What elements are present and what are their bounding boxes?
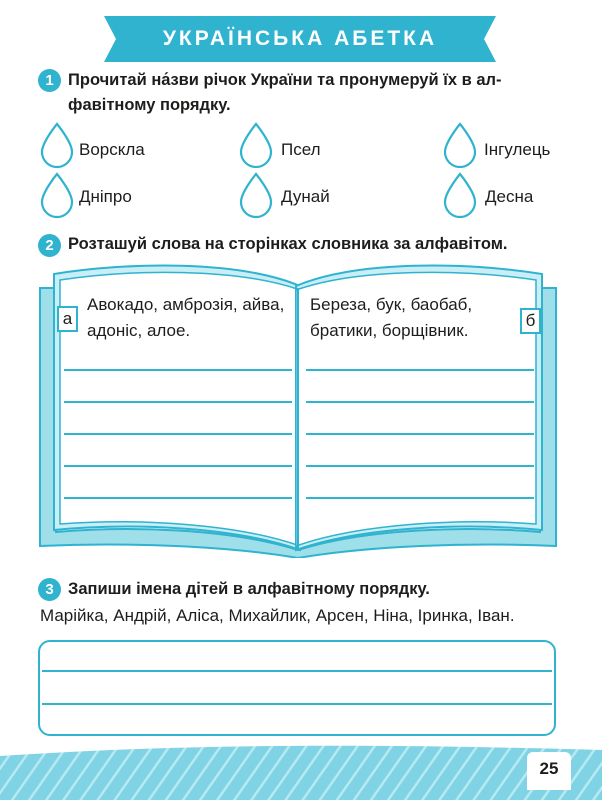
river-name: Десна: [485, 187, 534, 206]
drop-input-4[interactable]: [40, 172, 74, 218]
task-3-text: Запиши імена дітей в алфавітному порядку.: [68, 580, 430, 598]
drop-input-5[interactable]: [239, 172, 273, 218]
drop-input-2[interactable]: [239, 122, 273, 168]
left-page-line-2: адоніс, алое.: [87, 321, 191, 340]
right-page-line-2: братики, борщівник.: [310, 321, 469, 340]
task-number-1: 1: [38, 69, 61, 92]
footer-pattern: [0, 742, 602, 800]
answer-line-1: [42, 670, 552, 672]
task-1-line-2: фавітному порядку.: [68, 96, 231, 114]
letter-b-box: б: [520, 308, 541, 334]
drop-input-3[interactable]: [443, 122, 477, 168]
letter-a-box: а: [57, 306, 78, 332]
task-1-text: [68, 68, 568, 118]
left-page-line-1: Авокадо, амброзія, айва,: [87, 295, 285, 314]
river-name: Інгулець: [484, 140, 551, 159]
task-number-3: 3: [38, 578, 61, 601]
river-name: Псел: [281, 140, 321, 159]
drop-input-1[interactable]: [40, 122, 74, 168]
answer-area[interactable]: [38, 640, 556, 736]
task-1-line-1: Прочитай на́зви річок України та пронумеруй їх в ал-: [68, 71, 502, 89]
page-number: 25: [527, 752, 571, 790]
title-banner: [104, 16, 496, 62]
children-names: Марійка, Андрій, Аліса, Михайлик, Арсен, Ніна, Іринка, Іван.: [40, 606, 515, 625]
right-page-words: [310, 292, 515, 344]
task-number-2: 2: [38, 234, 61, 257]
task-2-text: Розташуй слова на сторінках словника за алфавітом.: [68, 235, 508, 253]
river-name: Дунай: [281, 187, 330, 206]
river-name: Дніпро: [79, 187, 132, 206]
drop-input-6[interactable]: [443, 172, 477, 218]
page-title: УКРАЇНСЬКА АБЕТКА: [162, 27, 438, 50]
answer-line-2: [42, 703, 552, 705]
river-name: Ворскла: [79, 140, 145, 159]
left-page-words: [87, 292, 302, 344]
right-page-line-1: Береза, бук, баобаб,: [310, 295, 473, 314]
